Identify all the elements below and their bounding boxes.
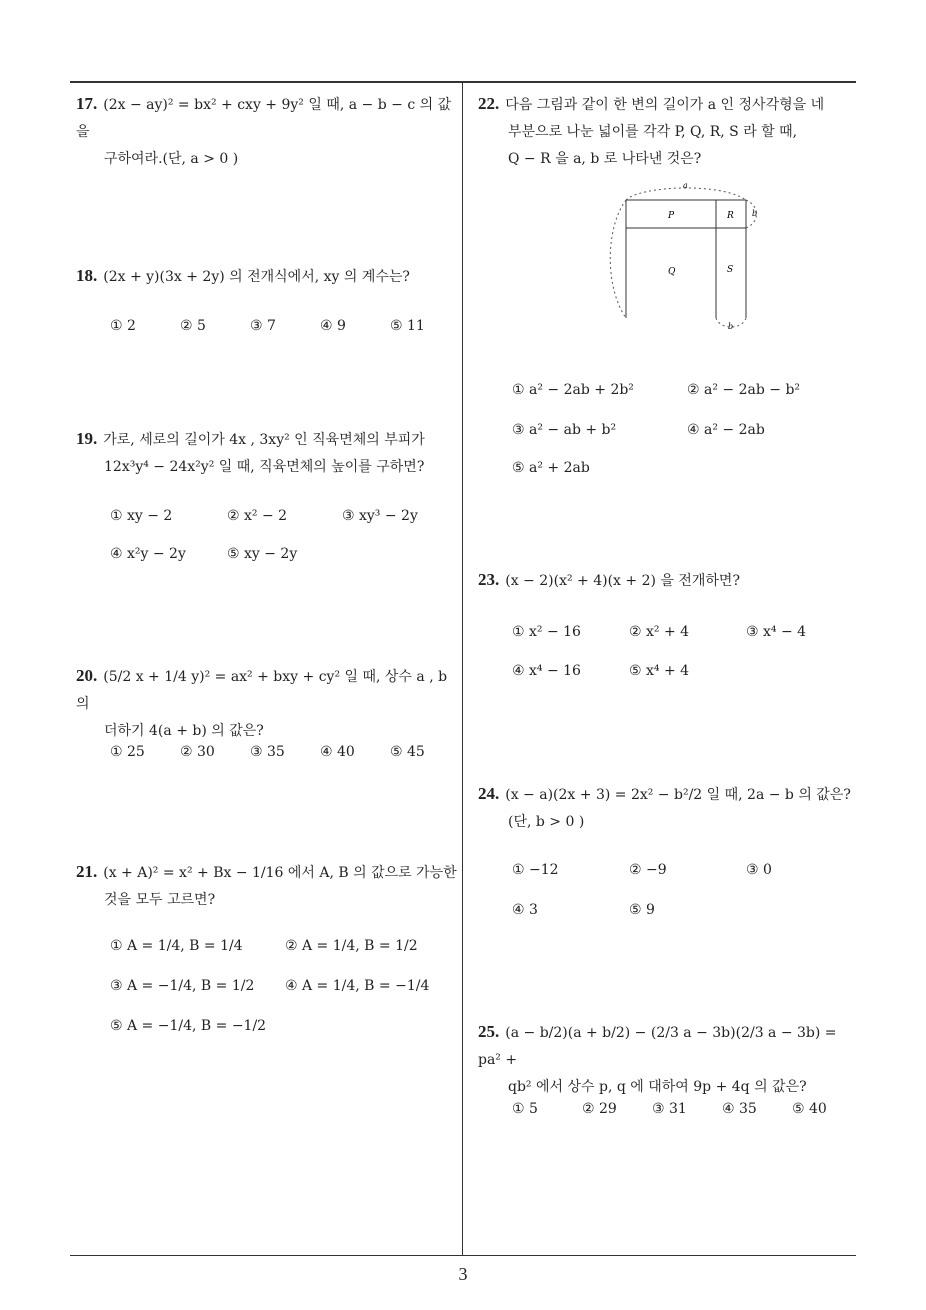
choice-3[interactable]: ③ xy³ − 2y	[342, 508, 418, 524]
question-text: (x + A)² = x² + Bx − 1/16 에서 A, B 의 값으로 가능한	[103, 865, 457, 881]
question-text: (단, b > 0 )	[508, 814, 585, 830]
choice-5[interactable]: ⑤ 40	[792, 1101, 827, 1117]
question-text: (x − a)(2x + 3) = 2x² − b²/2 일 때, 2a − b 의 값은?	[505, 787, 851, 803]
choice-5[interactable]: ⑤ 11	[390, 318, 425, 334]
choice-3[interactable]: ③ x⁴ − 4	[746, 624, 807, 640]
choice-5[interactable]: ⑤ x⁴ + 4	[629, 663, 690, 679]
question-17	[76, 90, 461, 173]
question-20	[76, 662, 461, 745]
question-text: 더하기 4(a + b) 의 값은?	[104, 723, 264, 739]
choice-4[interactable]: ④ 40	[320, 744, 355, 760]
label-a: a	[683, 181, 688, 190]
question-number: 17.	[76, 94, 98, 113]
square-division-figure	[600, 178, 770, 334]
label-q: Q	[668, 267, 676, 277]
question-23	[478, 566, 858, 595]
choice-2[interactable]: ② x² + 4	[629, 624, 690, 640]
choice-1[interactable]: ① xy − 2	[110, 508, 173, 524]
question-text: (2x − ay)² = bx² + cxy + 9y² 일 때, a − b − c 의 값을	[76, 97, 452, 140]
question-number: 23.	[478, 570, 500, 589]
choice-2[interactable]: ② 29	[582, 1101, 617, 1117]
choice-1[interactable]: ① x² − 16	[512, 624, 581, 640]
choice-5[interactable]: ⑤ 9	[629, 902, 655, 918]
question-number: 20.	[76, 666, 98, 685]
choice-3[interactable]: ③ 7	[250, 318, 276, 334]
label-s: S	[727, 265, 734, 275]
question-19	[76, 425, 461, 481]
choice-4[interactable]: ④ A = 1/4, B = −1/4	[285, 978, 430, 994]
question-text: (5/2 x + 1/4 y)² = ax² + bxy + cy² 일 때, 상수 a , b 의	[76, 669, 448, 712]
choice-1[interactable]: ① a² − 2ab + 2b²	[512, 382, 634, 398]
column-divider	[462, 83, 463, 1255]
choice-3[interactable]: ③ 35	[250, 744, 285, 760]
question-text: 것을 모두 고르면?	[104, 892, 216, 908]
question-text: (x − 2)(x² + 4)(x + 2) 을 전개하면?	[505, 573, 740, 589]
question-text: Q − R 을 a, b 로 나타낸 것은?	[508, 151, 702, 167]
label-r: R	[727, 211, 734, 221]
page-number: 3	[458, 1264, 468, 1284]
question-text: (2x + y)(3x + 2y) 의 전개식에서, xy 의 계수는?	[103, 269, 410, 285]
choice-5[interactable]: ⑤ a² + 2ab	[512, 460, 590, 476]
choice-4[interactable]: ④ 3	[512, 902, 538, 918]
question-text: 다음 그림과 같이 한 변의 길이가 a 인 정사각형을 네	[505, 97, 825, 113]
choice-4[interactable]: ④ 35	[722, 1101, 757, 1117]
label-b: b	[752, 209, 758, 218]
choice-3[interactable]: ③ 31	[652, 1101, 687, 1117]
choice-2[interactable]: ② x² − 2	[227, 508, 288, 524]
question-25	[478, 1018, 863, 1101]
choice-2[interactable]: ② a² − 2ab − b²	[687, 382, 801, 398]
question-21	[76, 858, 461, 914]
top-rule	[70, 81, 856, 83]
choice-1[interactable]: ① 25	[110, 744, 145, 760]
choice-5[interactable]: ⑤ xy − 2y	[227, 546, 298, 562]
choice-2[interactable]: ② 5	[180, 318, 206, 334]
question-number: 19.	[76, 429, 98, 448]
question-number: 18.	[76, 266, 98, 285]
question-number: 24.	[478, 784, 500, 803]
question-text: 구하여라.(단, a > 0 )	[104, 151, 239, 167]
question-text: qb² 에서 상수 p, q 에 대하여 9p + 4q 의 값은?	[508, 1079, 807, 1095]
question-24	[478, 780, 863, 836]
choice-4[interactable]: ④ 9	[320, 318, 346, 334]
question-18	[76, 262, 461, 291]
choice-4[interactable]: ④ x²y − 2y	[110, 546, 186, 562]
label-b-bottom: b	[728, 322, 734, 331]
question-text: (a − b/2)(a + b/2) − (2/3 a − 3b)(2/3 a − 3b) = pa² +	[478, 1025, 837, 1068]
question-number: 25.	[478, 1022, 500, 1041]
question-text: 부분으로 나눈 넓이를 각각 P, Q, R, S 라 할 때,	[508, 124, 798, 140]
choice-2[interactable]: ② −9	[629, 862, 667, 878]
choice-3[interactable]: ③ A = −1/4, B = 1/2	[110, 978, 255, 994]
question-text: 12x³y⁴ − 24x²y² 일 때, 직육면체의 높이를 구하면?	[104, 459, 425, 475]
choice-2[interactable]: ② 30	[180, 744, 215, 760]
choice-1[interactable]: ① 2	[110, 318, 136, 334]
question-number: 22.	[478, 94, 500, 113]
choice-4[interactable]: ④ a² − 2ab	[687, 422, 765, 438]
choice-1[interactable]: ① −12	[512, 862, 559, 878]
choice-1[interactable]: ① 5	[512, 1101, 538, 1117]
choice-4[interactable]: ④ x⁴ − 16	[512, 663, 581, 679]
choice-2[interactable]: ② A = 1/4, B = 1/2	[285, 938, 418, 954]
question-22	[478, 90, 858, 173]
choice-1[interactable]: ① A = 1/4, B = 1/4	[110, 938, 243, 954]
choice-5[interactable]: ⑤ A = −1/4, B = −1/2	[110, 1018, 267, 1034]
choice-5[interactable]: ⑤ 45	[390, 744, 425, 760]
question-text: 가로, 세로의 길이가 4x , 3xy² 인 직육면체의 부피가	[103, 432, 425, 448]
bottom-rule	[70, 1255, 856, 1256]
choice-3[interactable]: ③ a² − ab + b²	[512, 422, 617, 438]
question-number: 21.	[76, 862, 98, 881]
label-p: P	[668, 211, 675, 221]
choice-3[interactable]: ③ 0	[746, 862, 772, 878]
